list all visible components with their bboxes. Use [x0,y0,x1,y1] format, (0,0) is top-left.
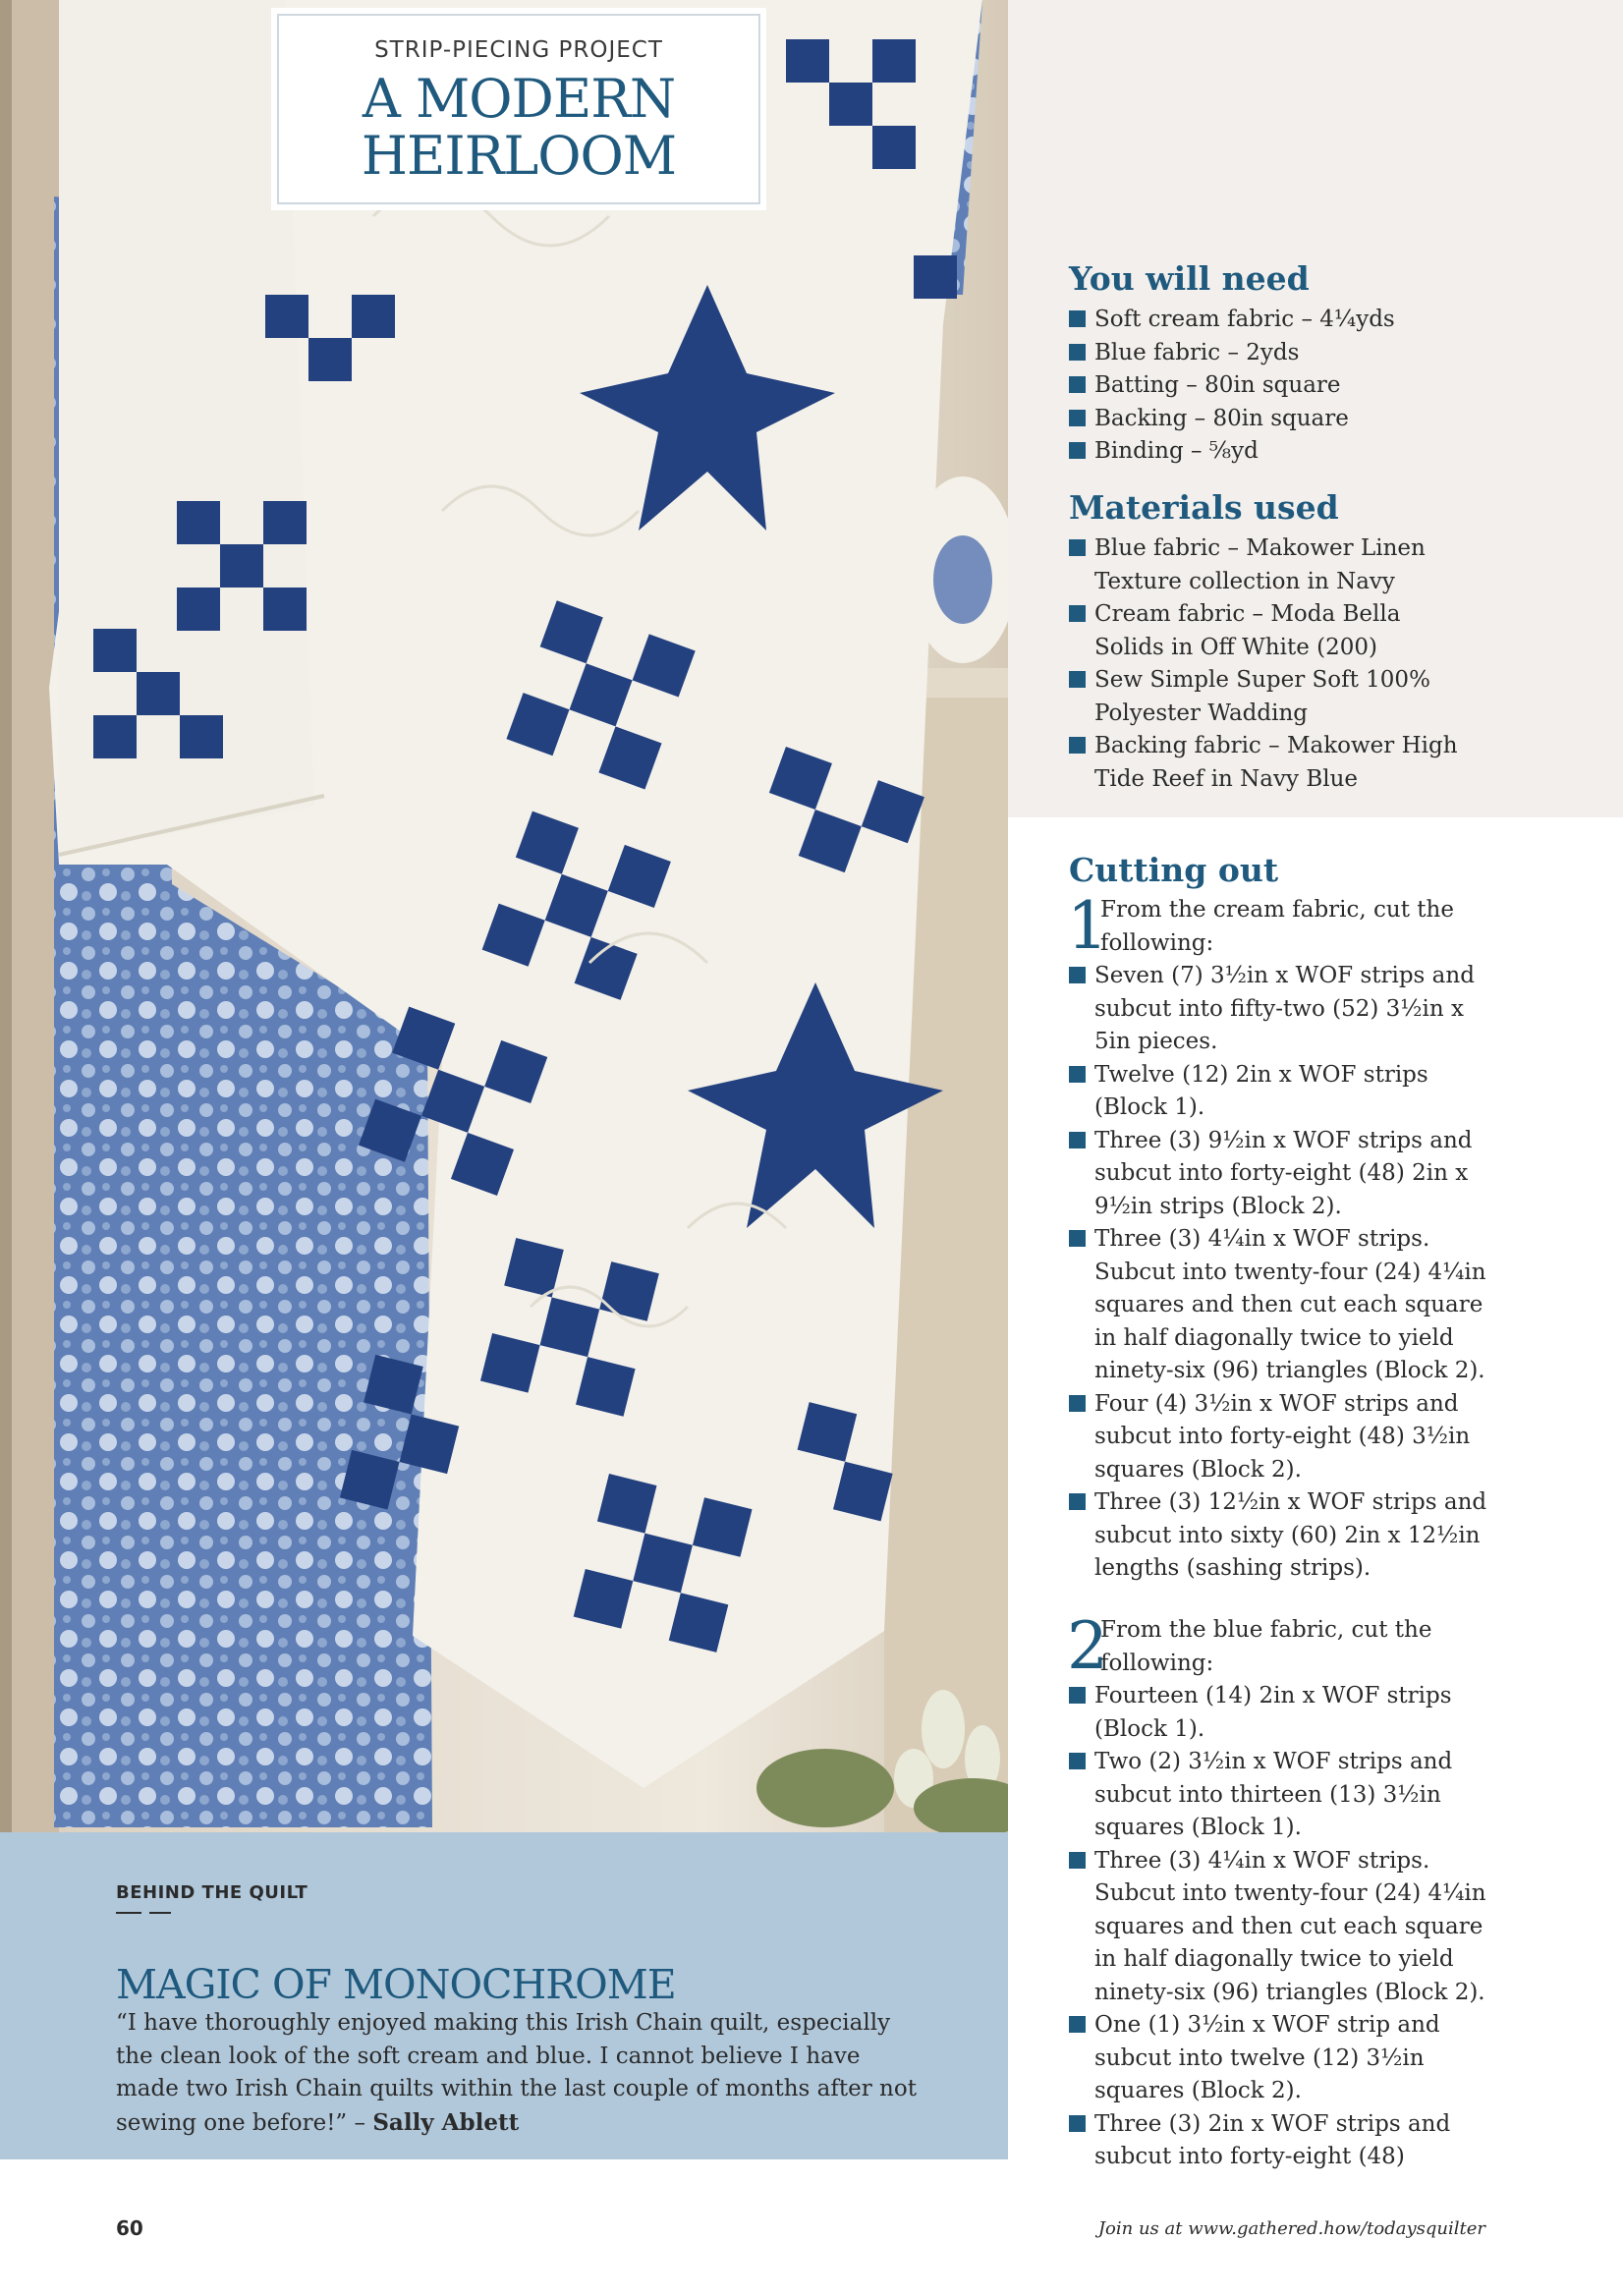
quilt-photo [0,0,1008,1832]
list-item: Blue fabric – Makower Linen Texture collection in Navy [1069,532,1462,598]
materials-used-heading: Materials used [1069,488,1339,527]
square-bullet-icon [1069,410,1086,426]
list-item: Three (3) 4¼in x WOF strips. Subcut into twenty-four (24) 4¼in squares and then cut each square in half diagonally twice to yield ninety-six (96) triangles (Block 2). [1069,1845,1491,2010]
step-number: 1 [1067,888,1108,964]
square-bullet-icon [1069,1395,1086,1412]
step-lead: From the blue fabric, cut the following: [1100,1617,1432,1676]
list-item: Fourteen (14) 2in x WOF strips (Block 1). [1069,1680,1491,1746]
square-bullet-icon [1069,605,1086,622]
list-item: Three (3) 9½in x WOF strips and subcut into forty-eight (48) 2in x 9½in strips (Block 2). [1069,1125,1491,1224]
list-item: Blue fabric – 2yds [1069,337,1599,370]
step-lead: From the cream fabric, cut the following: [1100,897,1454,956]
behind-the-quilt-title: MAGIC OF MONOCHROME [116,1961,676,2008]
square-bullet-icon [1069,376,1086,393]
list-item: Binding – ⅝yd [1069,435,1599,469]
list-item: Four (4) 3½in x WOF strips and subcut into forty-eight (48) 3½in squares (Block 2). [1069,1388,1491,1487]
square-bullet-icon [1069,2115,1086,2132]
square-bullet-icon [1069,1852,1086,1869]
square-bullet-icon [1069,1493,1086,1510]
dash-rule-icon [116,1912,171,1914]
page-title: A MODERN HEIRLOOM [361,68,677,187]
title-card [277,14,760,204]
list-item: Cream fabric – Moda Bella Solids in Off White (200) [1069,598,1462,664]
title-kicker: STRIP-PIECING PROJECT [374,37,663,63]
materials-used-list [1069,532,1462,796]
square-bullet-icon [1069,671,1086,688]
page-number: 60 [116,2216,143,2240]
square-bullet-icon [1069,1066,1086,1083]
square-bullet-icon [1069,442,1086,459]
you-will-need-heading: You will need [1069,259,1310,298]
square-bullet-icon [1069,737,1086,754]
you-will-need-list [1069,304,1599,469]
list-item: Seven (7) 3½in x WOF strips and subcut into fifty-two (52) 3½in x 5in pieces. [1069,960,1491,1059]
list-item: Batting – 80in square [1069,369,1599,403]
list-item: Three (3) 2in x WOF strips and subcut into forty-eight (48) [1069,2108,1491,2174]
quilt-illustration [0,0,1008,1832]
behind-the-quilt-quote: “I have thoroughly enjoyed making this Irish Chain quilt, especially the clean look of the soft cream and blue. I cannot believe I have made two Irish Chain quilts within the last couple of months after not sewing one before!” – Sally Ablett [116,2010,917,2136]
square-bullet-icon [1069,310,1086,327]
list-item: Twelve (12) 2in x WOF strips (Block 1). [1069,1059,1491,1125]
cutting-out-heading: Cutting out [1069,851,1279,889]
step-number: 2 [1067,1608,1108,1684]
square-bullet-icon [1069,1132,1086,1148]
list-item: Three (3) 4¼in x WOF strips. Subcut into twenty-four (24) 4¼in squares and then cut each square in half diagonally twice to yield ninety-six (96) triangles (Block 2). [1069,1223,1491,1388]
quote-author: Sally Ablett [372,2108,520,2136]
square-bullet-icon [1069,2016,1086,2033]
list-item: Soft cream fabric – 4¼yds [1069,304,1599,337]
list-item: Backing – 80in square [1069,403,1599,436]
list-item: Three (3) 12½in x WOF strips and subcut into sixty (60) 2in x 12½in lengths (sashing strips). [1069,1486,1491,1586]
step-2-list [1069,1680,1491,2174]
list-item: One (1) 3½in x WOF strip and subcut into twelve (12) 3½in squares (Block 2). [1069,2009,1491,2108]
footer-link-text: Join us at www.gathered.how/todaysquilter [1097,2218,1485,2239]
square-bullet-icon [1069,967,1086,983]
square-bullet-icon [1069,1753,1086,1769]
list-item: Backing fabric – Makower High Tide Reef in Navy Blue [1069,730,1462,796]
square-bullet-icon [1069,1687,1086,1704]
behind-the-quilt-kicker: BEHIND THE QUILT [116,1882,308,1903]
square-bullet-icon [1069,539,1086,556]
step-1-list [1069,960,1491,1586]
square-bullet-icon [1069,1230,1086,1247]
list-item: Two (2) 3½in x WOF strips and subcut into thirteen (13) 3½in squares (Block 1). [1069,1746,1491,1845]
list-item: Sew Simple Super Soft 100% Polyester Wadding [1069,664,1462,730]
square-bullet-icon [1069,344,1086,361]
